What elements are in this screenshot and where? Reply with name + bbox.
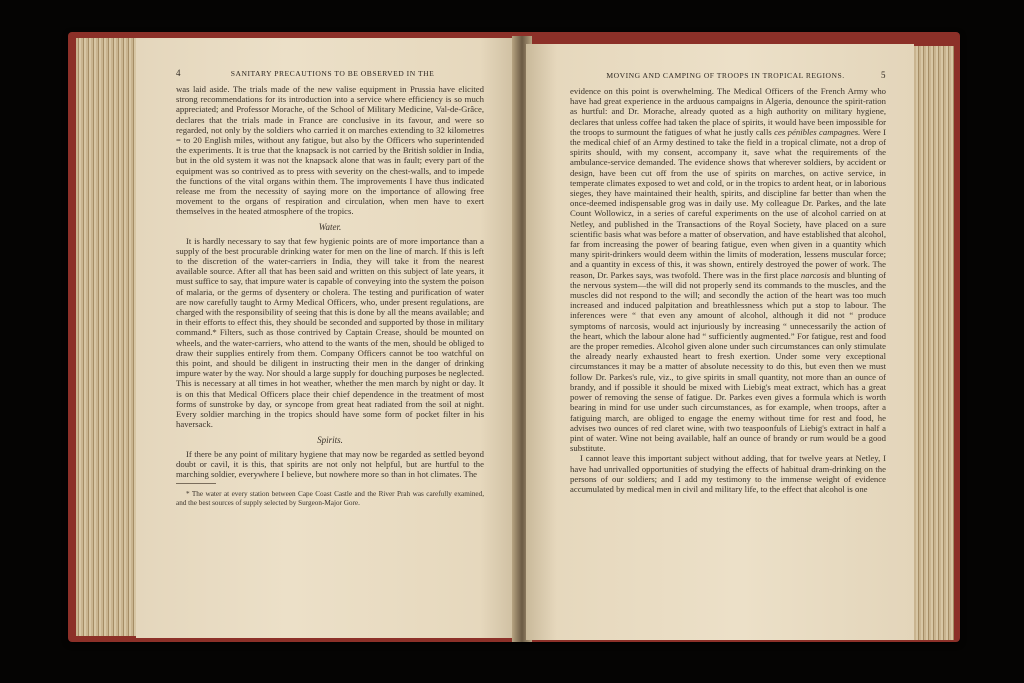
right-page-header — [570, 70, 886, 80]
paragraph-water: It is hardly necessary to say that few hygienic points are of more importance than a supply of the best procurable drinking water for men on the line of march. If this is left to the discretion of the water-carriers in India, they will take it from the nearest available source. After all that has been said and written on this subject of late years, it must suffice to say, that impure water is capable of conveying into the system the poison of malaria, or the germs of dysentery or cholera. The testing and purification of water are now carefully taught to Army Medical Officers, who, under present regulations, are charged with the responsibility of seeing that this is done by all the means available; and in their efforts to effect this, they should be seconded and supported by those in military command.* Filters, such as those contrived by Captain Crease, should be mounted on wheels, and the water-carriers, who attend to the wants of the men, should be obliged to draw their supplies entirely from them. Company Officers cannot be too watchful on this point, and should be diligent in instructing their men in the danger of drinking impure water by the way. Nor should a large supply for douching purposes be neglected. This is necessary at all times in hot weather, whether the men march by night or day. It is on this that Medical Officers place their chief dependence in the treatment of most forms of sunstroke by day, or syncope from great heat radiated from the soil at night. Every soldier marching in the tropics should have some form of pocket filter in his haversack. — [176, 235, 484, 430]
paragraph-evidence-part1: evidence on this point is overwhelming. The Medical Officers of the French Army who have had great experience in the arduous campaigns in Algeria, denounce the spirit-ration as hurtful: and Dr. Morache, already quoted as a high authority on military hygiene, declares that unless coffee had taken the place of spirits, it would have been impossible for the troops to surmount the fatigues of what he justly calls — [570, 86, 886, 137]
running-head-left: SANITARY PRECAUTIONS TO BE OBSERVED IN THE — [230, 69, 435, 78]
footnote: * The water at every station between Cape Coast Castle and the River Prah was carefully examined, and the best sources of supply selected by Surgeon-Major Gore. — [176, 490, 484, 507]
paragraph-evidence-part2: Were I the medical chief of an Army destined to take the field in a tropical climate, not a drop of spirits should, with my consent, accompany it, save what the requirements of the ambulance-service demanded. The evidence shows that wherever soldiers, by accident or design, have been cut off from the use of spirits on marches, on active service, in temperate climates exposed to wet and cold, or in the tropics to ardent heat, or in laborious sieges, they have maintained their health, spirits, and discipline far better than when the once-deemed indispensable grog was in daily use. My colleague Dr. Parkes, and the late Count Wollowicz, in a series of careful experiments on the use of alcohol carried on at Netley, and published in the Transactions of the Royal Society, have placed on a sure scientific basis what was before a matter of observation, and have established that alcohol, far from increasing the power of bearing fatigue, even when given in a quantity which many spirit-drinkers would deem within the limits of moderation, lessens muscular force; and a quantity in excess of this, it was shown, entirely destroyed the power of work. The reason, Dr. Parkes says, was twofold. There was in the first place — [570, 126, 886, 280]
section-title-spirits: Spirits. — [317, 434, 343, 445]
section-title-water: Water. — [318, 221, 342, 232]
left-page-header — [176, 68, 484, 78]
paragraph-spirits: If there be any point of military hygiene that may now be regarded as settled beyond doubt or cavil, it is this, that spirits are not only not helpful, but are hurtful to the marching soldier, everywhere I believe, but nowhere more so than in hot climates. The — [176, 448, 484, 479]
running-head-right: MOVING AND CAMPING OF TROOPS IN TROPICAL REGIONS. — [606, 71, 845, 80]
paragraph-evidence — [570, 86, 886, 453]
paragraph-evidence-part3: and blunting of the nervous system—the will did not properly send its commands to the muscles, and the muscles did not respond to the will; and secondly the action of the heart was too much increased and induced palpitation and breathlessness which put a stop to labour. The inferences were “ that even any amount of alcohol, although it did not “ produce symptoms of narcosis, would act injuriously by increasing “ unnecessarily the action of the heart, which the labour alone had “ sufficiently augmented.” For fatigue, rest and food are the proper remedies. Alcohol given alone under such circumstances can only stimulate the already nearly exhausted heart to fresh exertion. Under some very exceptional circumstances it may be a matter of absolute necessity to do this, but even then we must follow Dr. Parkes's rule, viz., to give spirits in small quantity, not more than an ounce of brandy, and if possible it should be mixed with Liebig's meat extract, which has a great power of removing the sense of fatigue. Dr. Parkes even gives a formula which is worth bearing in mind for use under such circumstances, as for example, when troops, after a fatiguing march, are obliged to engage the enemy without time for rest and food, he advises two ounces of red claret wine, with two teaspoonfuls of Liebig's extract in half a pint of water. Wine not being available, half an ounce of brandy or rum would be a good substitute. — [570, 269, 886, 454]
page-number-left: 4 — [176, 68, 181, 78]
italic-phrase: ces pénibles campagnes. — [774, 126, 861, 137]
italic-narcosis: narcosis — [800, 269, 831, 280]
page-number-right: 5 — [881, 70, 886, 80]
left-page — [136, 38, 518, 638]
right-page — [526, 44, 914, 640]
paragraph-valise: was laid aside. The trials made of the new valise equipment in Prussia have elicited strong recommendations for its introduction into a service where efficiency is so much appreciated; and Professor Morache, of the School of Military Medicine, Val-de-Grâce, declares that the trials made in France are conclusive in its favour, and were so regarded, not only by the soldiers who carried it on marches extending to 32 kilometres = to 20 English miles, without any fatigue, but also by the Officers who superintended the experiments. It is true that the knapsack is not carried by the British soldier in India, but in the old system it was not the knapsack alone that was in fault; every part of the equipment was so contrived as to press with severity on the chest-walls, and to impede the functions of the vital organs within them. The improvements I have thus indicated release me from the necessity of saying more on the importance of allowing free movement to the organs of respiration and circulation, when men have to exert themselves in the heated atmosphere of the tropics. — [176, 84, 484, 217]
page-edges-left — [76, 38, 136, 636]
paragraph-netley: I cannot leave this important subject without adding, that for twelve years at Netley, I have had unrivalled opportunities of studying the effects of habitual dram-drinking on the persons of our soldiers; and I add my testimony to the immense weight of evidence accumulated by medical men in civil and military life, to the effect that alcohol is one — [570, 453, 886, 494]
footnote-rule — [176, 483, 216, 484]
